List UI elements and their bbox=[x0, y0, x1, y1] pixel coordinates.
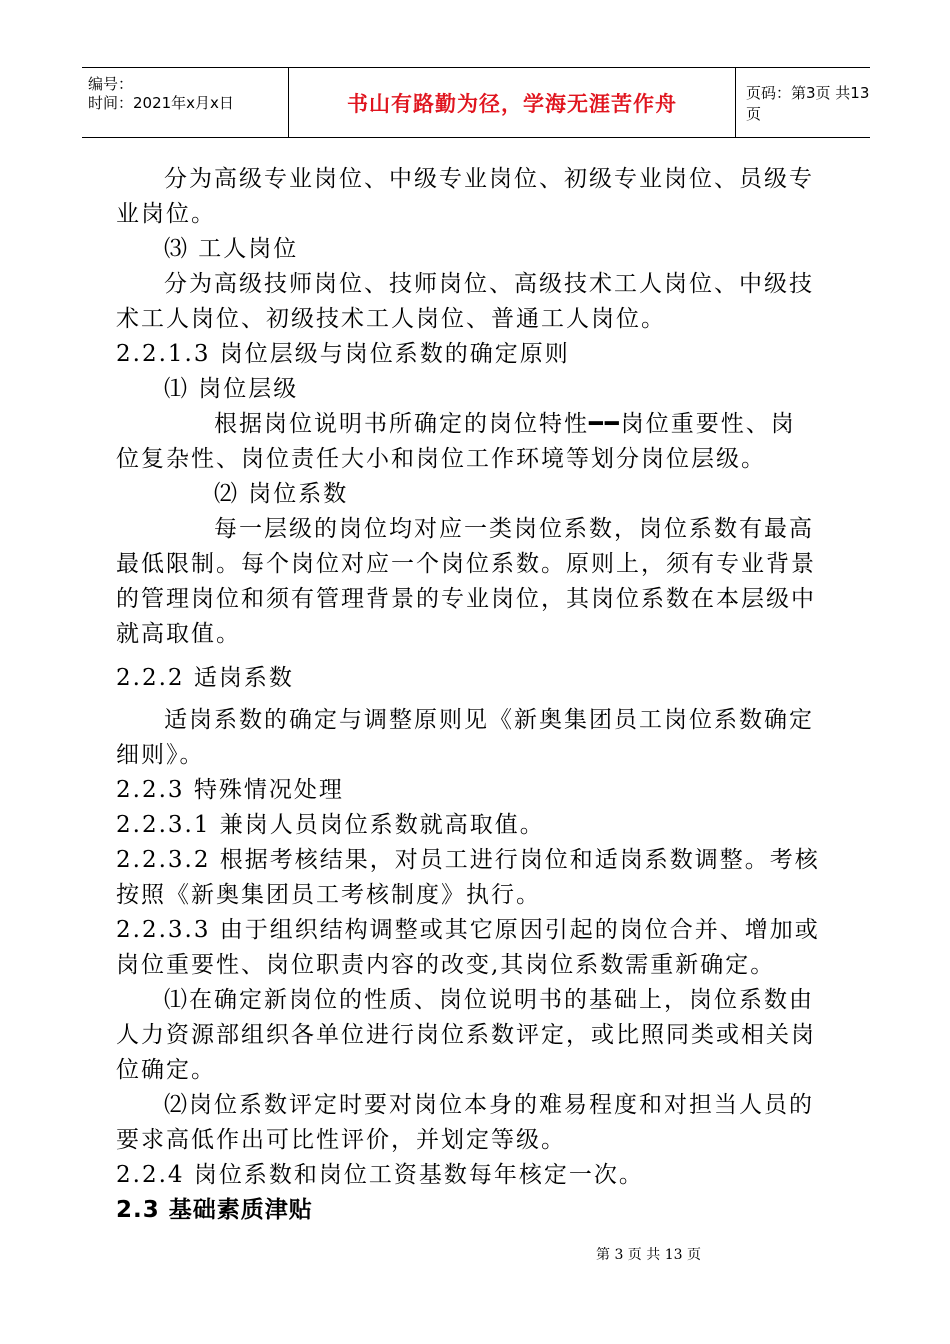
section-heading-bold: 2.3 基础素质津贴 bbox=[116, 1197, 313, 1223]
paragraph-line: 就高取值。 bbox=[116, 621, 241, 647]
page-footer: 第 3 页 共 13 页 bbox=[596, 1247, 701, 1263]
subheading-line: ⑶ 工人岗位 bbox=[164, 236, 299, 262]
document-time-label: 时间：2021年x月x日 bbox=[88, 94, 234, 112]
paragraph-line: 分为高级专业岗位、中级专业岗位、初级专业岗位、员级专 bbox=[164, 166, 814, 192]
section-heading: 2.2.2 适岗系数 bbox=[116, 665, 294, 691]
paragraph-line: 根据岗位说明书所确定的岗位特性━━岗位重要性、岗 bbox=[214, 411, 796, 437]
paragraph-line: 2.2.4 岗位系数和岗位工资基数每年核定一次。 bbox=[116, 1162, 644, 1188]
paragraph-line: ⑴在确定新岗位的性质、岗位说明书的基础上，岗位系数由 bbox=[164, 987, 814, 1013]
section-heading: 2.2.1.3 岗位层级与岗位系数的确定原则 bbox=[116, 341, 570, 367]
paragraph-line: 每一层级的岗位均对应一类岗位系数，岗位系数有最高 bbox=[214, 516, 814, 542]
paragraph-line: 分为高级技师岗位、技师岗位、高级技术工人岗位、中级技 bbox=[164, 271, 814, 297]
paragraph-line: 要求高低作出可比性评价，并划定等级。 bbox=[116, 1127, 566, 1153]
paragraph-line: 按照《新奥集团员工考核制度》执行。 bbox=[116, 882, 541, 908]
paragraph-line: 位复杂性、岗位责任大小和岗位工作环境等划分岗位层级。 bbox=[116, 446, 766, 472]
paragraph-line: ⑵岗位系数评定时要对岗位本身的难易程度和对担当人员的 bbox=[164, 1092, 814, 1118]
paragraph-line: 岗位重要性、岗位职责内容的改变,其岗位系数需重新确定。 bbox=[116, 952, 776, 978]
header-meta-cell bbox=[82, 68, 289, 137]
paragraph-line: 适岗系数的确定与调整原则见《新奥集团员工岗位系数确定 bbox=[164, 707, 814, 733]
paragraph-line: 2.2.3.1 兼岗人员岗位系数就高取值。 bbox=[116, 812, 545, 838]
paragraph-line: 的管理岗位和须有管理背景的专业岗位，其岗位系数在本层级中 bbox=[116, 586, 816, 612]
header-page-code: 页码：第3页 共13页 bbox=[746, 83, 870, 123]
paragraph-line: 人力资源部组织各单位进行岗位系数评定，或比照同类或相关岗 bbox=[116, 1022, 816, 1048]
document-number-label: 编号： bbox=[88, 75, 134, 93]
subheading-line: ⑵ 岗位系数 bbox=[214, 481, 349, 507]
section-heading: 2.2.3 特殊情况处理 bbox=[116, 777, 344, 803]
header-table bbox=[82, 67, 870, 138]
paragraph-line: 2.2.3.3 由于组织结构调整或其它原因引起的岗位合并、增加或 bbox=[116, 917, 820, 943]
header-motto-cell bbox=[289, 68, 736, 137]
paragraph-line: 术工人岗位、初级技术工人岗位、普通工人岗位。 bbox=[116, 306, 666, 332]
subheading-line: ⑴ 岗位层级 bbox=[164, 376, 299, 402]
paragraph-line: 业岗位。 bbox=[116, 201, 216, 227]
paragraph-line: 细则》。 bbox=[116, 742, 205, 768]
paragraph-line: 最低限制。每个岗位对应一个岗位系数。原则上，须有专业背景 bbox=[116, 551, 816, 577]
paragraph-line: 2.2.3.2 根据考核结果，对员工进行岗位和适岗系数调整。考核 bbox=[116, 847, 820, 873]
header-motto: 书山有路勤为径，学海无涯苦作舟 bbox=[347, 91, 677, 116]
paragraph-line: 位确定。 bbox=[116, 1057, 216, 1083]
header-page-cell bbox=[736, 68, 870, 137]
